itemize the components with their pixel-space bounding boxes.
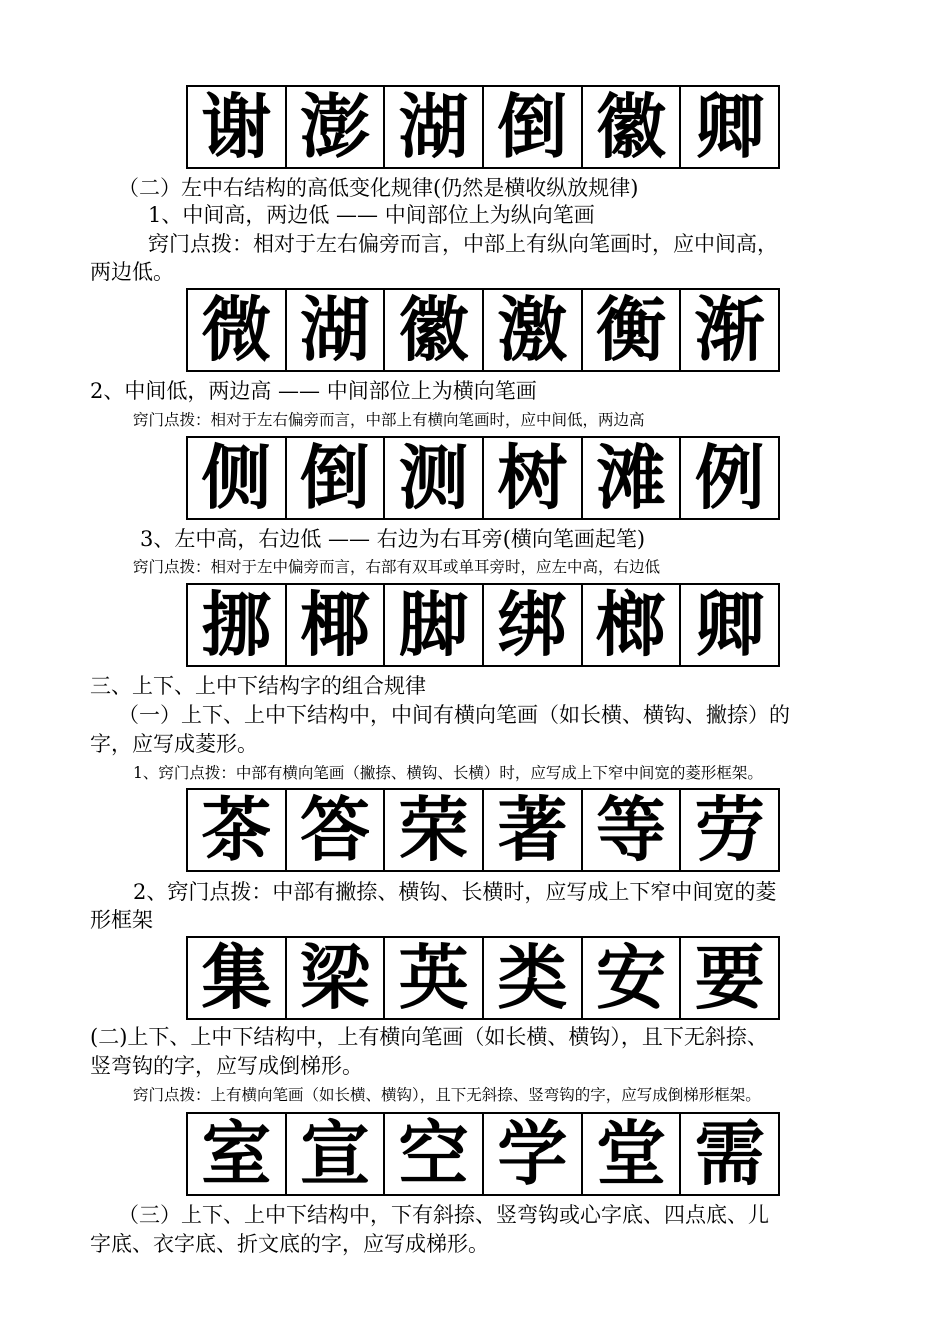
tip-3: 窍门点拨：相对于左中偏旁而言，右部有双耳或单耳旁时，应左中高，右边低 xyxy=(133,558,661,576)
character-cell: 湖 xyxy=(385,87,484,167)
character-grid-7 xyxy=(186,1112,780,1196)
character-cell: 倒 xyxy=(484,87,583,167)
character-grid-6 xyxy=(186,936,780,1020)
character-cell: 椰 xyxy=(287,585,386,665)
character-cell: 宣 xyxy=(287,1114,386,1194)
rule-1-heading: 1、中间高，两边低 —— 中间部位上为纵向笔画 xyxy=(148,203,595,227)
subsection-3-line-1: （三）上下、上中下结构中，下有斜捺、竖弯钩或心字底、四点底、儿 xyxy=(118,1203,769,1227)
character-cell: 劳 xyxy=(694,789,765,871)
tip-4: 1、窍门点拨：中部有横向笔画（撇捺、横钩、长横）时，应写成上下窄中间宽的菱形框架。 xyxy=(133,764,763,782)
character-grid-2 xyxy=(186,288,780,372)
character-cell: 学 xyxy=(484,1114,583,1194)
character-cell: 衡 xyxy=(583,290,682,370)
character-cell: 谢 xyxy=(188,87,287,167)
character-cell: 滩 xyxy=(583,438,682,518)
character-cell: 绑 xyxy=(484,585,583,665)
character-grid-4 xyxy=(186,583,780,667)
character-cell: 湖 xyxy=(287,290,386,370)
character-cell: 卿 xyxy=(694,86,765,168)
character-cell: 茶 xyxy=(188,790,287,870)
character-cell: 要 xyxy=(694,937,765,1019)
rule-2-heading: 2、中间低，两边高 —— 中间部位上为横向笔画 xyxy=(90,379,537,403)
character-grid-1 xyxy=(186,85,780,169)
section-heading-3: 三、上下、上中下结构字的组合规律 xyxy=(90,674,426,698)
character-cell: 著 xyxy=(484,790,583,870)
tip-5-line-1: 2、窍门点拨：中部有撇捺、横钩、长横时，应写成上下窄中间宽的菱 xyxy=(133,880,777,904)
rule-3-heading: 3、左中高，右边低 —— 右边为右耳旁(横向笔画起笔) xyxy=(140,527,646,551)
character-cell: 例 xyxy=(694,437,765,519)
character-cell: 空 xyxy=(385,1114,484,1194)
character-cell: 微 xyxy=(188,290,287,370)
tip-1-line-1: 窍门点拨：相对于左右偏旁而言，中部上有纵向笔画时，应中间高， xyxy=(148,232,778,256)
tip-1-line-2: 两边低。 xyxy=(90,260,174,284)
character-cell: 挪 xyxy=(188,585,287,665)
subsection-1-line-2: 字，应写成菱形。 xyxy=(90,732,258,756)
subsection-1-line-1: （一）上下、上中下结构中，中间有横向笔画（如长横、横钩、撇捺）的 xyxy=(118,703,790,727)
subsection-2-line-1: (二)上下、上中下结构中，上有横向笔画（如长横、横钩），且下无斜捺、 xyxy=(90,1025,768,1049)
tip-2: 窍门点拨：相对于左右偏旁而言，中部上有横向笔画时，应中间低，两边高 xyxy=(133,411,645,429)
character-cell: 室 xyxy=(188,1114,287,1194)
character-cell: 集 xyxy=(188,938,287,1018)
character-cell: 渐 xyxy=(694,289,765,371)
character-cell: 榔 xyxy=(583,585,682,665)
tip-5-line-2: 形框架 xyxy=(90,908,153,932)
character-cell: 等 xyxy=(583,790,682,870)
character-cell: 侧 xyxy=(188,438,287,518)
character-grid-5 xyxy=(186,788,780,872)
character-cell: 树 xyxy=(484,438,583,518)
character-cell: 激 xyxy=(484,290,583,370)
subsection-3-line-2: 字底、衣字底、折文底的字，应写成梯形。 xyxy=(90,1232,489,1256)
character-cell: 徽 xyxy=(583,87,682,167)
character-cell: 澎 xyxy=(287,87,386,167)
character-cell: 倒 xyxy=(287,438,386,518)
character-cell: 测 xyxy=(385,438,484,518)
character-cell: 梁 xyxy=(287,938,386,1018)
character-cell: 脚 xyxy=(385,585,484,665)
character-cell: 安 xyxy=(583,938,682,1018)
character-cell: 类 xyxy=(484,938,583,1018)
character-cell: 徽 xyxy=(385,290,484,370)
character-grid-3 xyxy=(186,436,780,520)
tip-6: 窍门点拨：上有横向笔画（如长横、横钩），且下无斜捺、竖弯钩的字，应写成倒梯形框架。 xyxy=(133,1086,761,1104)
character-cell: 荣 xyxy=(385,790,484,870)
character-cell: 英 xyxy=(385,938,484,1018)
character-cell: 答 xyxy=(287,790,386,870)
character-cell: 卿 xyxy=(694,584,765,666)
section-heading-2: （二）左中右结构的高低变化规律(仍然是横收纵放规律) xyxy=(118,176,639,200)
subsection-2-line-2: 竖弯钩的字，应写成倒梯形。 xyxy=(90,1054,363,1078)
character-cell: 堂 xyxy=(583,1114,682,1194)
character-cell: 需 xyxy=(694,1113,765,1195)
